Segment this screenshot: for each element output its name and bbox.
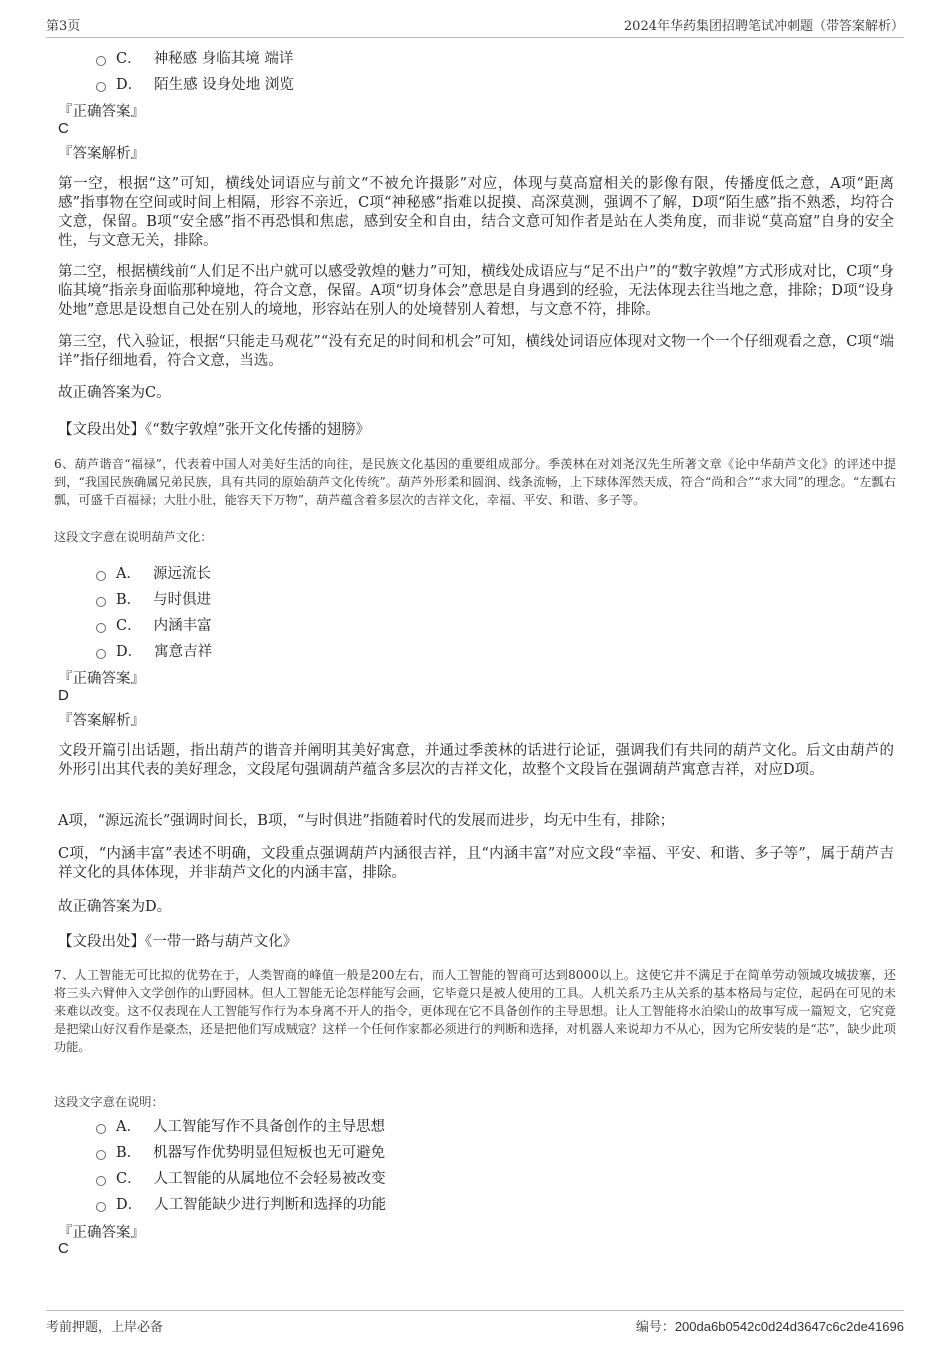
analysis-label: 『答案解析』 [58,146,145,162]
document-code: 编号：200da6b0542c0d24d3647c6c2de41696 [635,1319,904,1334]
correct-answer: C [58,120,69,137]
radio-icon[interactable] [96,56,106,66]
analysis-paragraph: 第二空，根据横线前“人们足不出户就可以感受敦煌的魅力”可知，横线处成语应与“足不出户”的“数字敦煌”方式形成对比，C项“身临其境”指亲身面临那种境地，符合文意，保留。A项“切身体会”意思是自身遇到的经验，无法体现去往当地之意，排除；D项“设身处地”意思是设想自己处在别人的境地，形容站在别人的处境替别人着想，与文意不符，排除。 [58,264,894,318]
analysis-paragraph: 第三空，代入验证，根据“只能走马观花”“没有充足的时间和机会”可知，横线处词语应体现对文物一个一个仔细观看之意，C项“端详”指仔细地看，符合文意，当选。 [58,334,894,369]
radio-icon[interactable] [96,571,106,581]
passage-source: 【文段出处】《“数字敦煌”张开文化传播的翅膀》 [58,422,371,438]
q7-option-d[interactable]: D． 人工智能缺少进行判断和选择的功能 [96,1193,386,1214]
radio-icon[interactable] [96,82,106,92]
analysis-label: 『答案解析』 [58,713,145,729]
answer-label: 『正确答案』 [58,671,145,687]
q6-option-b[interactable]: B． 与时俱进 [96,588,211,609]
analysis-conclusion: 故正确答案为D。 [58,899,172,915]
question-stem: 6、葫芦谐音“福禄”，代表着中国人对美好生活的向往，是民族文化基因的重要组成部分。季羡林在对刘尧汉先生所著文章《论中华葫芦文化》的评述中提到，“我国民族确属兄弟民族，具有共同的原始葫芦文化传统”。葫芦外形柔和圆润、线条流畅，上下球体浑然天成，符合“尚和合”“求大同”的理念。“左瓢右瓢，可盛千百福禄；大肚小肚，能容天下万物”，葫芦蕴含着多层次的吉祥文化，幸福、平安、和谐、多子等。 [54,457,896,507]
question-prompt: 这段文字意在说明： [54,1095,164,1109]
correct-answer: C [58,1240,69,1257]
radio-icon[interactable] [96,597,106,607]
passage-source: 【文段出处】《一带一路与葫芦文化》 [58,934,298,950]
footer-slogan: 考前押题，上岸必备 [46,1320,164,1335]
analysis-conclusion: 故正确答案为C。 [58,385,171,401]
page-footer [46,1310,904,1335]
analysis-paragraph: 文段开篇引出话题，指出葫芦的谐音并阐明其美好寓意，并通过季羡林的话进行论证，强调我们有共同的葫芦文化。后文由葫芦的外形引出其代表的美好理念，文段尾句强调葫芦蕴含多层次的吉祥文化，故整个文段旨在强调葫芦寓意吉祥，对应D项。 [58,743,894,778]
q5-option-c[interactable]: C． 神秘感 身临其境 端详 [96,47,293,68]
radio-icon[interactable] [96,1202,106,1212]
radio-icon[interactable] [96,1150,106,1160]
q7-option-a[interactable]: A． 人工智能写作不具备创作的主导思想 [96,1115,385,1136]
page-number: 第3页 [46,19,81,34]
q7-option-c[interactable]: C． 人工智能的从属地位不会轻易被改变 [96,1167,386,1188]
radio-icon[interactable] [96,1176,106,1186]
answer-label: 『正确答案』 [58,104,145,120]
correct-answer: D [58,687,69,704]
radio-icon[interactable] [96,623,106,633]
q5-option-d[interactable]: D． 陌生感 设身处地 浏览 [96,73,294,94]
q6-option-c[interactable]: C． 内涵丰富 [96,614,212,635]
analysis-paragraph: 第一空，根据“这”可知，横线处词语应与前文“不被允许摄影”对应，体现与莫高窟相关的影像有限，传播度低之意，A项“距离感”指事物在空间或时间上相隔，形容不亲近，C项“神秘感”指难以捉摸、高深莫测，强调不了解，D项“陌生感”指不熟悉，均符合文意，保留。B项“安全感”指不再恐惧和焦虑，感到安全和自由，结合文意可知作者是站在人类角度，而非说“莫高窟”自身的安全性，与文意无关，排除。 [58,176,894,249]
analysis-paragraph: A项，“源远流长”强调时间长，B项，“与时俱进”指随着时代的发展而进步，均无中生有，排除； [58,813,675,829]
q6-option-a[interactable]: A． 源远流长 [96,562,211,583]
answer-label: 『正确答案』 [58,1225,145,1241]
q6-option-d[interactable]: D． 寓意吉祥 [96,640,212,661]
document-title: 2024年华药集团招聘笔试冲刺题（带答案解析） [623,19,904,34]
page-header [46,14,904,38]
analysis-paragraph: C项，“内涵丰富”表述不明确，文段重点强调葫芦内涵很吉祥，且“内涵丰富”对应文段“幸福、平安、和谐、多子等”，属于葫芦吉祥文化的具体体现，并非葫芦文化的内涵丰富，排除。 [58,846,894,881]
question-stem: 7、人工智能无可比拟的优势在于，人类智商的峰值一般是200左右，而人工智能的智商可达到8000以上。这使它并不满足于在简单劳动领域攻城拔寨，还将三头六臂伸入文学创作的山野园林。但人工智能无论怎样能写会画，它毕竟只是被人使用的工具。人机关系乃主从关系的基本格局与定位，起码在可见的未来难以改变。这不仅表现在人工智能写作行为本身离不开人的指令，更体现在它不具备创作的主导思想。让人工智能将水泊梁山的故事写成一篇短文，它究竟是把梁山好汉看作是豪杰，还是把他们写成贼寇？这样一个任何作家都必须进行的判断和选择，对机器人来说却力不从心，因为它所安装的是“芯”，缺少此项功能。 [54,968,896,1054]
question-prompt: 这段文字意在说明葫芦文化： [54,530,213,544]
q7-option-b[interactable]: B． 机器写作优势明显但短板也无可避免 [96,1141,385,1162]
radio-icon[interactable] [96,1124,106,1134]
radio-icon[interactable] [96,649,106,659]
